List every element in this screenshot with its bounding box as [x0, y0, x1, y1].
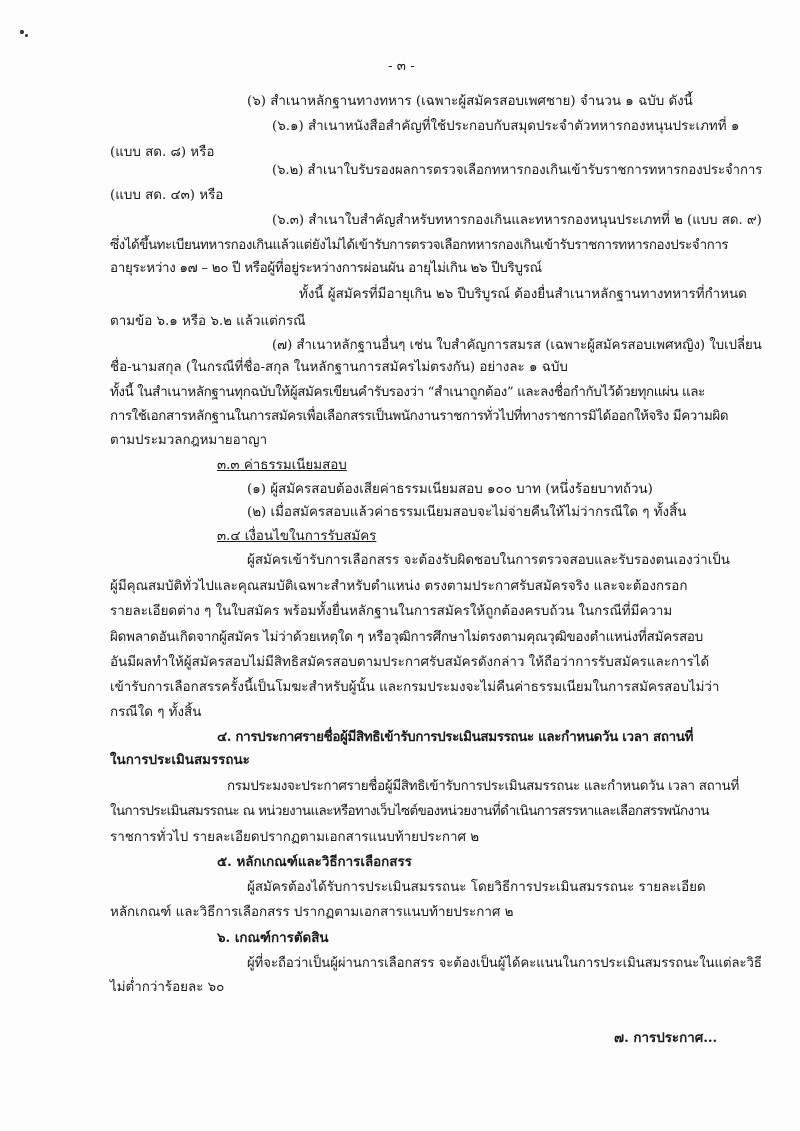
- doc-line: (๑) ผู้สมัครสอบต้องเสียค่าธรรมเนียมสอบ ๑๐๐ บาท (หนึ่งร้อยบาทถ้วน): [247, 482, 653, 497]
- doc-line: (แบบ สด. ๔๓) หรือ: [110, 188, 224, 203]
- section-heading: ๓.๓ ค่าธรรมเนียมสอบ: [217, 458, 347, 473]
- doc-line: รายละเอียดต่าง ๆ ในใบสมัคร พร้อมทั้งยื่นหลักฐานในการสมัครให้ถูกต้องครบถ้วน ในกรณีที่มีความ: [110, 604, 673, 619]
- doc-line: ซึ่งได้ขึ้นทะเบียนทหารกองเกินแล้วแต่ยังไม่ได้เข้ารับการตรวจเลือกทหารกองเกินเข้ารับราชการทหารกองประจำการ: [110, 238, 729, 253]
- doc-line: ในการประเมินสมรรถนะ ณ หน่วยงานและหรือทางเว็บไซต์ของหน่วยงานที่ดำเนินการสรรหาและเลือกสรรพนักงาน: [110, 804, 709, 819]
- doc-line: ผิดพลาดอันเกิดจากผู้สมัคร ไม่ว่าด้วยเหตุใด ๆ หรือวุฒิการศึกษาไม่ตรงตามคุณวุฒิของตำแหน่งที่สมัครสอบ: [110, 630, 704, 645]
- doc-line: ผู้สมัครต้องได้รับการประเมินสมรรถนะ โดยวิธีการประเมินสมรรถนะ รายละเอียด: [247, 880, 706, 895]
- doc-line: (๖.๑) สำเนาหนังสือสำคัญที่ใช้ประกอบกับสมุดประจำตัวทหารกองหนุนประเภทที่ ๑: [272, 119, 740, 134]
- doc-line: ตามข้อ ๖.๑ หรือ ๖.๒ แล้วแต่กรณี: [110, 314, 306, 329]
- doc-line: ตามประมวลกฎหมายอาญา: [110, 433, 268, 448]
- doc-line: อายุระหว่าง ๑๗ – ๒๐ ปี หรือผู้ที่อยู่ระหว่างการผ่อนผัน อายุไม่เกิน ๒๖ ปีบริบูรณ์: [110, 261, 542, 276]
- doc-line: กรมประมงจะประกาศรายชื่อผู้มีสิทธิเข้ารับการประเมินสมรรถนะ และกำหนดวัน เวลา สถานที่: [227, 779, 739, 794]
- doc-line: (๖.๒) สำเนาใบรับรองผลการตรวจเลือกทหารกองเกินเข้ารับราชการทหารกองประจำการ: [272, 163, 763, 178]
- doc-line: กรณีใด ๆ ทั้งสิ้น: [110, 705, 202, 720]
- doc-line: เข้ารับการเลือกสรรครั้งนี้เป็นโมฆะสำหรับผู้นั้น และกรมประมงจะไม่คืนค่าธรรมเนียมในการสมัครสอบไม่ว่า: [110, 680, 720, 695]
- scan-dot: [25, 34, 28, 37]
- doc-line: (แบบ สด. ๘) หรือ: [110, 145, 215, 160]
- doc-line: (๖) สำเนาหลักฐานทางทหาร (เฉพาะผู้สมัครสอบเพศชาย) จำนวน ๑ ฉบับ ดังนี้: [247, 94, 693, 109]
- doc-line: หลักเกณฑ์ และวิธีการเลือกสรร ปรากฏตามเอกสารแนบท้ายประกาศ ๒: [110, 905, 514, 920]
- section-heading: ๔. การประกาศรายชื่อผู้มีสิทธิเข้ารับการประเมินสมรรถนะ และกำหนดวัน เวลา สถานที่: [217, 729, 694, 745]
- doc-line: ผู้สมัครเข้ารับการเลือกสรร จะต้องรับผิดชอบในการตรวจสอบและรับรองตนเองว่าเป็น: [247, 553, 730, 568]
- doc-line: อันมีผลทำให้ผู้สมัครสอบไม่มีสิทธิสมัครสอบตามประกาศรับสมัครดังกล่าว ให้ถือว่าการรับสมัครและการได้: [110, 655, 710, 670]
- doc-line: (๒) เมื่อสมัครสอบแล้วค่าธรรมเนียมสอบจะไม่จ่ายคืนให้ไม่ว่ากรณีใด ๆ ทั้งสิ้น: [247, 505, 687, 520]
- doc-line: (๖.๓) สำเนาใบสำคัญสำหรับทหารกองเกินและทหารกองหนุนประเภทที่ ๒ (แบบ สด. ๙): [272, 213, 762, 228]
- doc-line: ผู้มีคุณสมบัติทั่วไปและคุณสมบัติเฉพาะสำหรับตำแหน่ง ตรงตามประกาศรับสมัครจริง และจะต้องกรอก: [110, 579, 688, 594]
- section-heading: ๖. เกณฑ์การตัดสิน: [217, 930, 329, 946]
- continuation-text: ๗. การประกาศ...: [614, 1030, 718, 1046]
- doc-line: ไม่ต่ำกว่าร้อยละ ๖๐: [110, 980, 225, 995]
- doc-line: ทั้งนี้ ในสำเนาหลักฐานทุกฉบับให้ผู้สมัครเขียนคำรับรองว่า “สำเนาถูกต้อง” และลงชื่อกำกับไว้ด้วยทุกแผ่น และ: [110, 385, 705, 400]
- page-number: - ๓ -: [388, 59, 415, 74]
- doc-line: ทั้งนี้ ผู้สมัครที่มีอายุเกิน ๒๖ ปีบริบูรณ์ ต้องยื่นสำเนาหลักฐานทางทหารที่กำหนด: [299, 287, 747, 302]
- section-heading: ๓.๔ เงื่อนไขในการรับสมัคร: [217, 529, 377, 544]
- scan-dot: [20, 30, 24, 34]
- section-heading: ๕. หลักเกณฑ์และวิธีการเลือกสรร: [217, 854, 412, 870]
- section-heading: ในการประเมินสมรรถนะ: [110, 752, 250, 768]
- doc-line: ชื่อ-นามสกุล (ในกรณีที่ชื่อ-สกุล ในหลักฐานการสมัครไม่ตรงกัน) อย่างละ ๑ ฉบับ: [110, 360, 568, 375]
- doc-line: ผู้ที่จะถือว่าเป็นผู้ผ่านการเลือกสรร จะต้องเป็นผู้ได้คะแนนในการประเมินสมรรถนะในแต่ละวิธี: [247, 956, 762, 971]
- doc-line: ราชการทั่วไป รายละเอียดปรากฏตามเอกสารแนบท้ายประกาศ ๒: [110, 830, 480, 845]
- doc-line: (๗) สำเนาหลักฐานอื่นๆ เช่น ใบสำคัญการสมรส (เฉพาะผู้สมัครสอบเพศหญิง) ใบเปลี่ยน: [272, 338, 762, 353]
- doc-line: การใช้เอกสารหลักฐานในการสมัครเพื่อเลือกสรรเป็นพนักงานราชการทั่วไปที่ทางราชการมิได้ออกให้จริง มีความผิด: [110, 409, 729, 424]
